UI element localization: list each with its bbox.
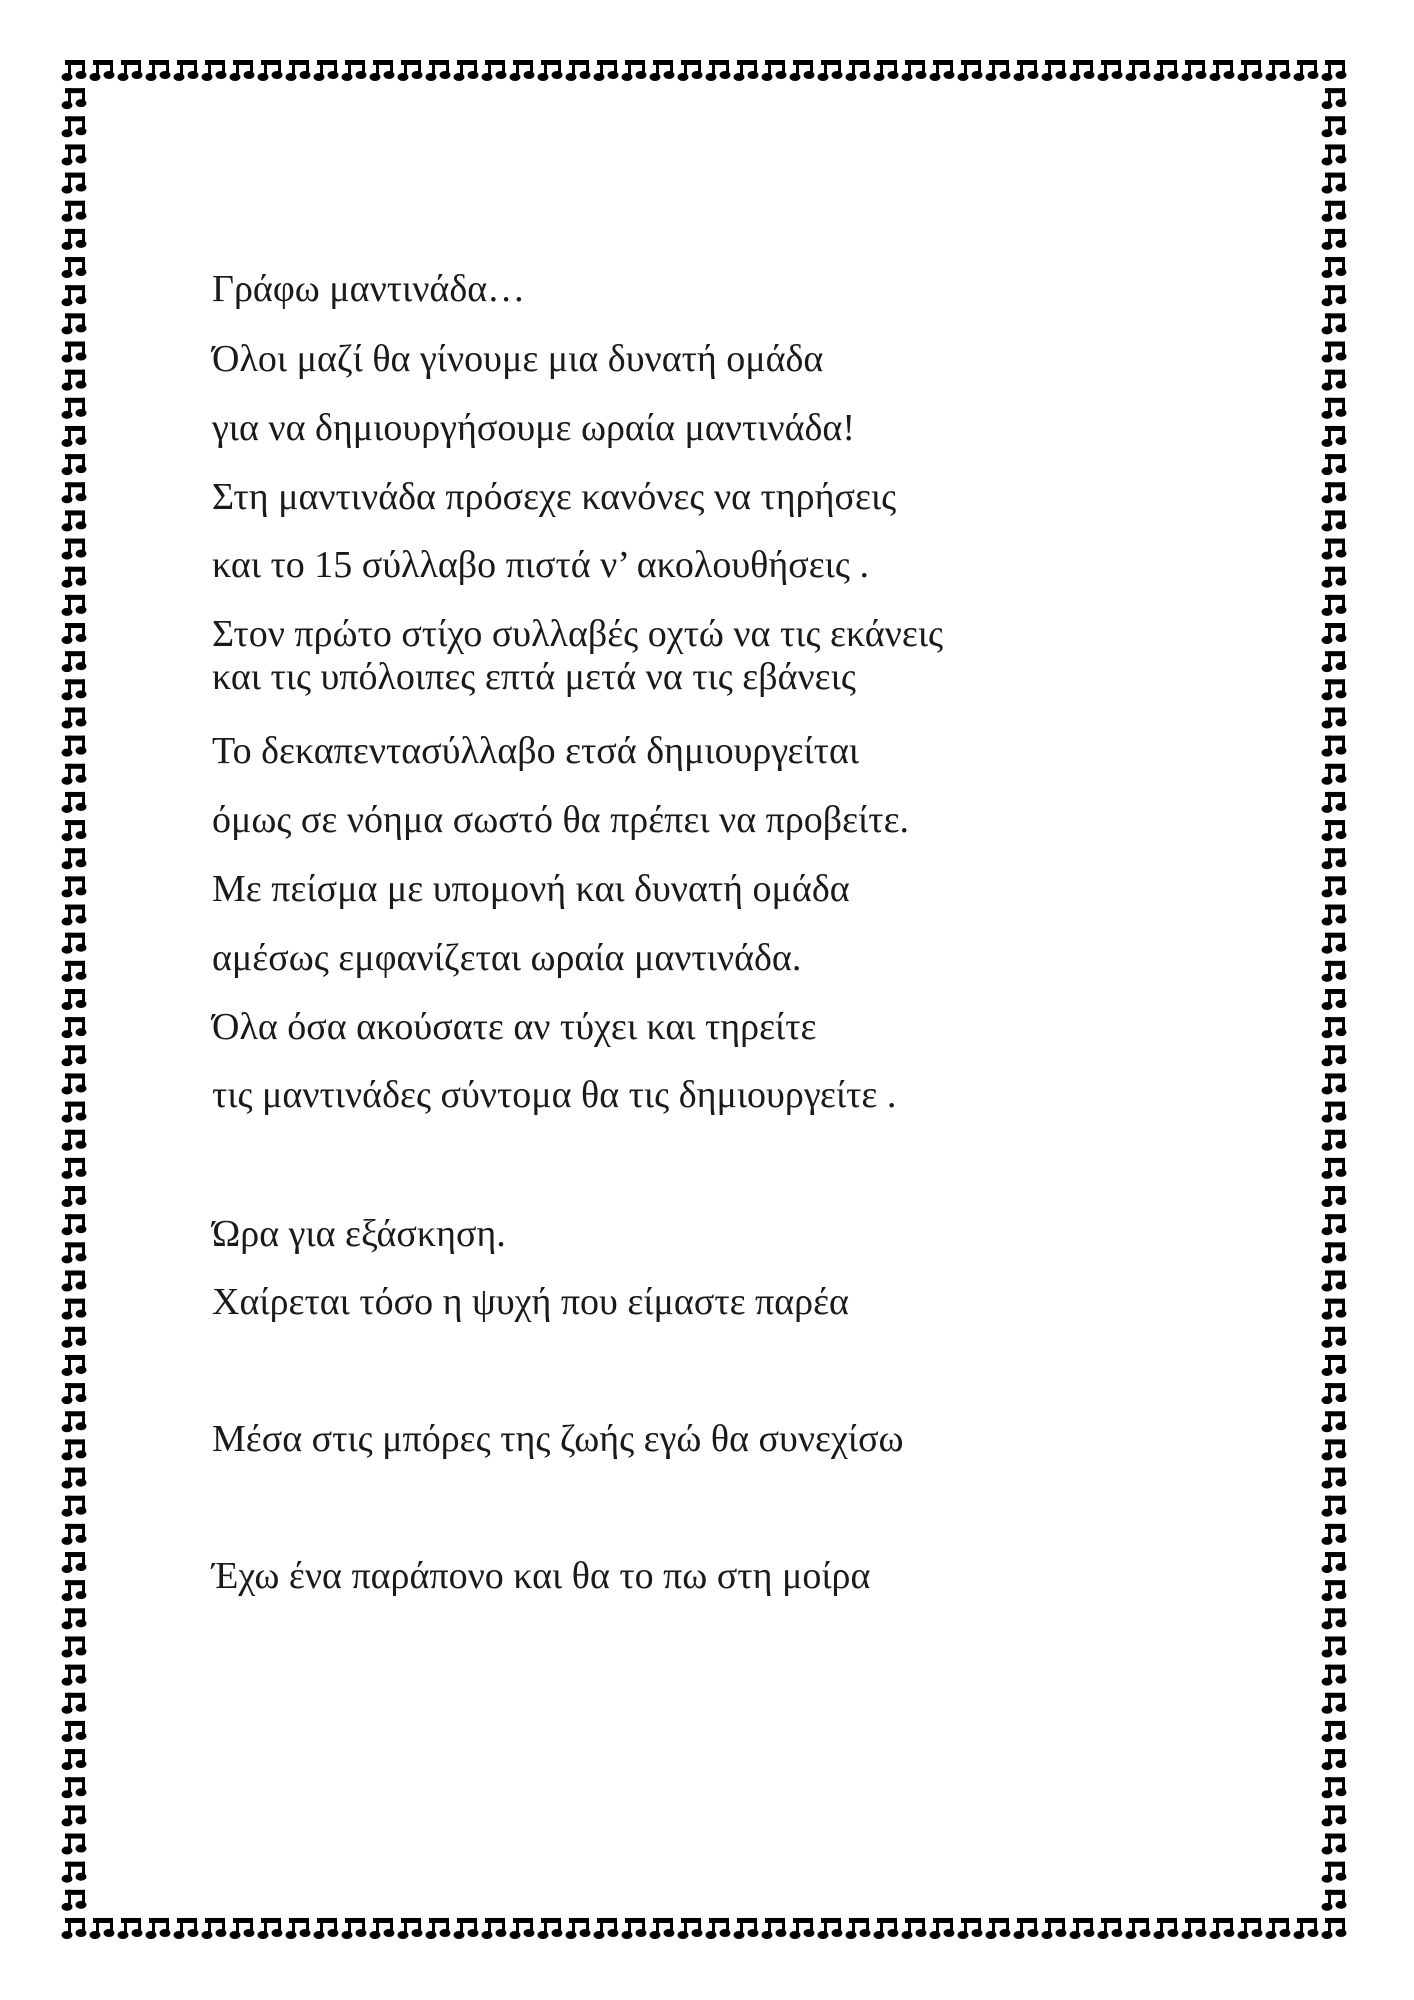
- music-note-icon: [62, 1271, 87, 1292]
- poem-line: Όλοι μαζί θα γίνουμε μια δυνατή ομάδα: [212, 338, 824, 380]
- music-note-icon: [1322, 426, 1347, 447]
- music-note-icon: [1322, 764, 1347, 785]
- music-note-icon: [1322, 876, 1347, 897]
- music-note-icon: [1294, 60, 1319, 81]
- music-note-icon: [62, 1805, 87, 1826]
- music-note-icon: [566, 1918, 591, 1939]
- music-note-icon: [62, 1918, 87, 1939]
- poem-line: αμέσως εμφανίζεται ωραία μαντινάδα.: [212, 937, 802, 979]
- music-note-icon: [62, 933, 87, 954]
- music-note-icon: [1322, 482, 1347, 503]
- music-note-icon: [706, 60, 731, 81]
- music-note-icon: [62, 1721, 87, 1742]
- music-note-icon: [1322, 820, 1347, 841]
- music-note-icon: [62, 1355, 87, 1376]
- music-note-icon: [1098, 60, 1123, 81]
- music-note-icon: [174, 60, 199, 81]
- poem-line: Στον πρώτο στίχο συλλαβές οχτώ να τις εκάνεις: [212, 613, 944, 655]
- music-note-icon: [62, 1890, 87, 1911]
- music-note-icon: [90, 1918, 115, 1939]
- music-note-icon: [1322, 736, 1347, 757]
- music-note-icon: [90, 60, 115, 81]
- music-note-icon: [1322, 1158, 1347, 1179]
- music-note-icon: [62, 229, 87, 250]
- music-note-icon: [1322, 623, 1347, 644]
- music-note-icon: [62, 1045, 87, 1066]
- music-note-icon: [62, 1496, 87, 1517]
- music-note-icon: [1126, 60, 1151, 81]
- music-note-icon: [370, 1918, 395, 1939]
- music-note-icon: [62, 1749, 87, 1770]
- music-note-icon: [1182, 60, 1207, 81]
- music-note-icon: [62, 1580, 87, 1601]
- music-note-icon: [314, 1918, 339, 1939]
- music-note-icon: [62, 1777, 87, 1798]
- music-note-icon: [62, 454, 87, 475]
- music-note-icon: [1322, 1411, 1347, 1432]
- music-note-icon: [818, 1918, 843, 1939]
- music-note-icon: [650, 1918, 675, 1939]
- music-note-icon: [1238, 1918, 1263, 1939]
- music-note-icon: [1322, 144, 1347, 165]
- music-note-icon: [594, 60, 619, 81]
- poem-line: για να δημιουργήσουμε ωραία μαντινάδα!: [212, 407, 855, 449]
- music-note-icon: [1126, 1918, 1151, 1939]
- music-note-icon: [62, 1073, 87, 1094]
- music-note-icon: [986, 60, 1011, 81]
- music-note-icon: [1322, 1355, 1347, 1376]
- music-note-icon: [846, 1918, 871, 1939]
- music-note-icon: [1322, 88, 1347, 109]
- music-note-icon: [734, 1918, 759, 1939]
- music-note-icon: [1322, 1439, 1347, 1460]
- music-note-icon: [62, 848, 87, 869]
- music-note-icon: [202, 60, 227, 81]
- music-note-icon: [62, 342, 87, 363]
- music-note-icon: [62, 764, 87, 785]
- music-note-icon: [1322, 1636, 1347, 1657]
- music-note-icon: [62, 1636, 87, 1657]
- music-note-icon: [454, 1918, 479, 1939]
- music-note-icon: [62, 144, 87, 165]
- music-note-icon: [958, 1918, 983, 1939]
- music-note-icon: [1322, 229, 1347, 250]
- music-note-icon: [1322, 116, 1347, 137]
- music-note-icon: [1322, 1242, 1347, 1263]
- music-note-icon: [62, 1299, 87, 1320]
- music-note-icon: [622, 60, 647, 81]
- music-note-icon: [1014, 1918, 1039, 1939]
- music-note-icon: [1182, 1918, 1207, 1939]
- music-note-icon: [1322, 961, 1347, 982]
- music-note-icon: [1322, 989, 1347, 1010]
- music-note-icon: [1322, 1721, 1347, 1742]
- music-note-icon: [1322, 454, 1347, 475]
- music-note-icon: [1014, 60, 1039, 81]
- music-note-icon: [818, 60, 843, 81]
- music-note-icon: [1322, 1327, 1347, 1348]
- music-note-icon: [874, 60, 899, 81]
- music-note-icon: [62, 651, 87, 672]
- poem-line: και τις υπόλοιπες επτά μετά να τις εβάνεις: [212, 656, 856, 698]
- music-note-icon: [1322, 1777, 1347, 1798]
- music-note-icon: [846, 60, 871, 81]
- music-note-icon: [1322, 1834, 1347, 1855]
- music-note-icon: [62, 426, 87, 447]
- music-note-icon: [62, 1102, 87, 1123]
- music-note-icon: [1294, 1918, 1319, 1939]
- music-note-icon: [1322, 1102, 1347, 1123]
- music-note-icon: [874, 1918, 899, 1939]
- music-note-icon: [62, 116, 87, 137]
- music-note-icon: [1070, 60, 1095, 81]
- music-note-icon: [622, 1918, 647, 1939]
- music-note-icon: [62, 1327, 87, 1348]
- music-note-icon: [1210, 1918, 1235, 1939]
- music-note-icon: [678, 60, 703, 81]
- music-note-icon: [62, 1665, 87, 1686]
- music-note-icon: [62, 60, 87, 81]
- music-note-icon: [62, 1693, 87, 1714]
- music-note-icon: [62, 1383, 87, 1404]
- music-note-icon: [1238, 60, 1263, 81]
- music-note-icon: [1154, 1918, 1179, 1939]
- music-note-icon: [230, 60, 255, 81]
- music-note-icon: [202, 1918, 227, 1939]
- music-note-icon: [1322, 792, 1347, 813]
- music-note-icon: [398, 1918, 423, 1939]
- music-note-icon: [62, 1411, 87, 1432]
- music-note-icon: [510, 60, 535, 81]
- music-note-icon: [62, 201, 87, 222]
- music-note-icon: [146, 1918, 171, 1939]
- music-note-icon: [1070, 1918, 1095, 1939]
- music-note-icon: [62, 1439, 87, 1460]
- poem-line: και το 15 σύλλαβο πιστά ν’ ακολουθήσεις .: [212, 544, 869, 586]
- music-note-icon: [762, 1918, 787, 1939]
- music-note-icon: [62, 961, 87, 982]
- music-note-icon: [1322, 370, 1347, 391]
- music-note-icon: [1322, 1214, 1347, 1235]
- music-note-icon: [1322, 651, 1347, 672]
- music-note-icon: [1266, 60, 1291, 81]
- poem-line: Μέσα στις μπόρες της ζωής εγώ θα συνεχίσω: [212, 1418, 904, 1460]
- music-note-icon: [62, 595, 87, 616]
- music-note-icon: [790, 1918, 815, 1939]
- poem-line: Γράφω μαντινάδα…: [212, 268, 526, 310]
- music-note-icon: [1322, 1496, 1347, 1517]
- music-note-icon: [426, 60, 451, 81]
- music-note-icon: [286, 60, 311, 81]
- music-note-icon: [62, 1158, 87, 1179]
- music-note-icon: [62, 88, 87, 109]
- music-note-icon: [482, 60, 507, 81]
- music-note-icon: [62, 482, 87, 503]
- music-note-icon: [1322, 257, 1347, 278]
- music-note-icon: [118, 60, 143, 81]
- music-note-icon: [1322, 1693, 1347, 1714]
- music-note-icon: [62, 820, 87, 841]
- music-note-icon: [62, 1862, 87, 1883]
- music-note-icon: [342, 60, 367, 81]
- music-note-icon: [1322, 848, 1347, 869]
- poem-line: όμως σε νόημα σωστό θα πρέπει να προβείτε.: [212, 799, 910, 841]
- music-note-icon: [762, 60, 787, 81]
- music-note-icon: [1322, 398, 1347, 419]
- music-note-icon: [62, 173, 87, 194]
- music-note-icon: [1098, 1918, 1123, 1939]
- music-note-icon: [1322, 1749, 1347, 1770]
- music-note-icon: [1322, 707, 1347, 728]
- music-note-icon: [1322, 1524, 1347, 1545]
- music-note-icon: [1322, 1383, 1347, 1404]
- music-note-icon: [174, 1918, 199, 1939]
- music-note-icon: [62, 623, 87, 644]
- poem-line: Όλα όσα ακούσατε αν τύχει και τηρείτε: [212, 1006, 817, 1048]
- music-note-icon: [286, 1918, 311, 1939]
- poem-line: τις μαντινάδες σύντομα θα τις δημιουργείτε .: [212, 1074, 897, 1116]
- music-note-icon: [342, 1918, 367, 1939]
- music-note-icon: [1322, 1271, 1347, 1292]
- music-note-icon: [538, 1918, 563, 1939]
- music-note-icon: [146, 60, 171, 81]
- music-note-icon: [1322, 595, 1347, 616]
- music-note-icon: [1322, 567, 1347, 588]
- music-note-icon: [1266, 1918, 1291, 1939]
- music-note-icon: [62, 257, 87, 278]
- music-note-icon: [1322, 1890, 1347, 1911]
- music-note-icon: [1322, 933, 1347, 954]
- music-note-icon: [62, 398, 87, 419]
- music-note-icon: [1322, 1073, 1347, 1094]
- music-note-icon: [258, 60, 283, 81]
- music-note-icon: [1322, 173, 1347, 194]
- music-note-icon: [902, 1918, 927, 1939]
- music-note-icon: [678, 1918, 703, 1939]
- music-note-icon: [1322, 905, 1347, 926]
- poem-line: Έχω ένα παράπονο και θα το πω στη μοίρα: [212, 1555, 871, 1597]
- music-note-icon: [62, 567, 87, 588]
- music-note-icon: [482, 1918, 507, 1939]
- music-note-icon: [1322, 679, 1347, 700]
- music-note-icon: [62, 707, 87, 728]
- music-note-icon: [62, 1214, 87, 1235]
- music-note-icon: [1322, 1665, 1347, 1686]
- music-note-icon: [1322, 1130, 1347, 1151]
- music-note-icon: [62, 1608, 87, 1629]
- music-note-icon: [62, 1130, 87, 1151]
- poem-line: Με πείσμα με υπομονή και δυνατή ομάδα: [212, 868, 850, 910]
- music-note-icon: [538, 60, 563, 81]
- music-note-icon: [1322, 1045, 1347, 1066]
- music-note-icon: [930, 1918, 955, 1939]
- music-note-icon: [1322, 285, 1347, 306]
- music-note-icon: [594, 1918, 619, 1939]
- music-note-icon: [62, 370, 87, 391]
- music-note-icon: [62, 792, 87, 813]
- music-note-icon: [1322, 1805, 1347, 1826]
- music-note-icon: [62, 989, 87, 1010]
- music-note-icon: [1322, 539, 1347, 560]
- music-note-icon: [790, 60, 815, 81]
- music-note-icon: [62, 539, 87, 560]
- music-note-icon: [62, 876, 87, 897]
- music-note-icon: [62, 1017, 87, 1038]
- poem-line: Στη μαντινάδα πρόσεχε κανόνες να τηρήσεις: [212, 476, 897, 518]
- music-note-icon: [62, 1552, 87, 1573]
- music-note-icon: [62, 1468, 87, 1489]
- music-note-icon: [314, 60, 339, 81]
- music-note-icon: [62, 736, 87, 757]
- music-note-icon: [706, 1918, 731, 1939]
- music-note-icon: [62, 285, 87, 306]
- music-note-icon: [734, 60, 759, 81]
- music-note-icon: [1322, 1608, 1347, 1629]
- poem-line: Το δεκαπεντασύλλαβο ετσά δημιουργείται: [212, 730, 860, 772]
- music-note-icon: [1322, 201, 1347, 222]
- music-note-icon: [62, 1186, 87, 1207]
- music-note-icon: [62, 1242, 87, 1263]
- music-note-icon: [930, 60, 955, 81]
- music-note-icon: [1322, 313, 1347, 334]
- music-note-icon: [1042, 1918, 1067, 1939]
- music-note-icon: [62, 313, 87, 334]
- music-note-icon: [1322, 1299, 1347, 1320]
- music-note-icon: [1322, 1186, 1347, 1207]
- music-note-icon: [510, 1918, 535, 1939]
- music-note-icon: [566, 60, 591, 81]
- music-note-icon: [1322, 1468, 1347, 1489]
- music-note-icon: [62, 510, 87, 531]
- music-note-icon: [1322, 1862, 1347, 1883]
- poem-line: Ώρα για εξάσκηση.: [212, 1213, 506, 1255]
- music-note-icon: [62, 679, 87, 700]
- music-note-icon: [986, 1918, 1011, 1939]
- music-note-icon: [1322, 342, 1347, 363]
- music-note-icon: [902, 60, 927, 81]
- music-note-icon: [1154, 60, 1179, 81]
- poem-line: Χαίρεται τόσο η ψυχή που είμαστε παρέα: [212, 1281, 849, 1323]
- music-note-icon: [1322, 1552, 1347, 1573]
- music-note-icon: [398, 60, 423, 81]
- music-note-icon: [650, 60, 675, 81]
- music-note-icon: [1322, 510, 1347, 531]
- music-note-icon: [118, 1918, 143, 1939]
- music-note-icon: [258, 1918, 283, 1939]
- music-note-icon: [62, 905, 87, 926]
- music-note-icon: [426, 1918, 451, 1939]
- music-note-icon: [1322, 60, 1347, 81]
- music-note-icon: [370, 60, 395, 81]
- music-note-icon: [230, 1918, 255, 1939]
- music-note-icon: [454, 60, 479, 81]
- music-note-icon: [958, 60, 983, 81]
- music-note-icon: [1322, 1580, 1347, 1601]
- music-note-icon: [1210, 60, 1235, 81]
- music-note-icon: [1322, 1017, 1347, 1038]
- music-note-icon: [1042, 60, 1067, 81]
- music-note-icon: [62, 1524, 87, 1545]
- music-note-icon: [62, 1834, 87, 1855]
- music-note-icon: [1322, 1918, 1347, 1939]
